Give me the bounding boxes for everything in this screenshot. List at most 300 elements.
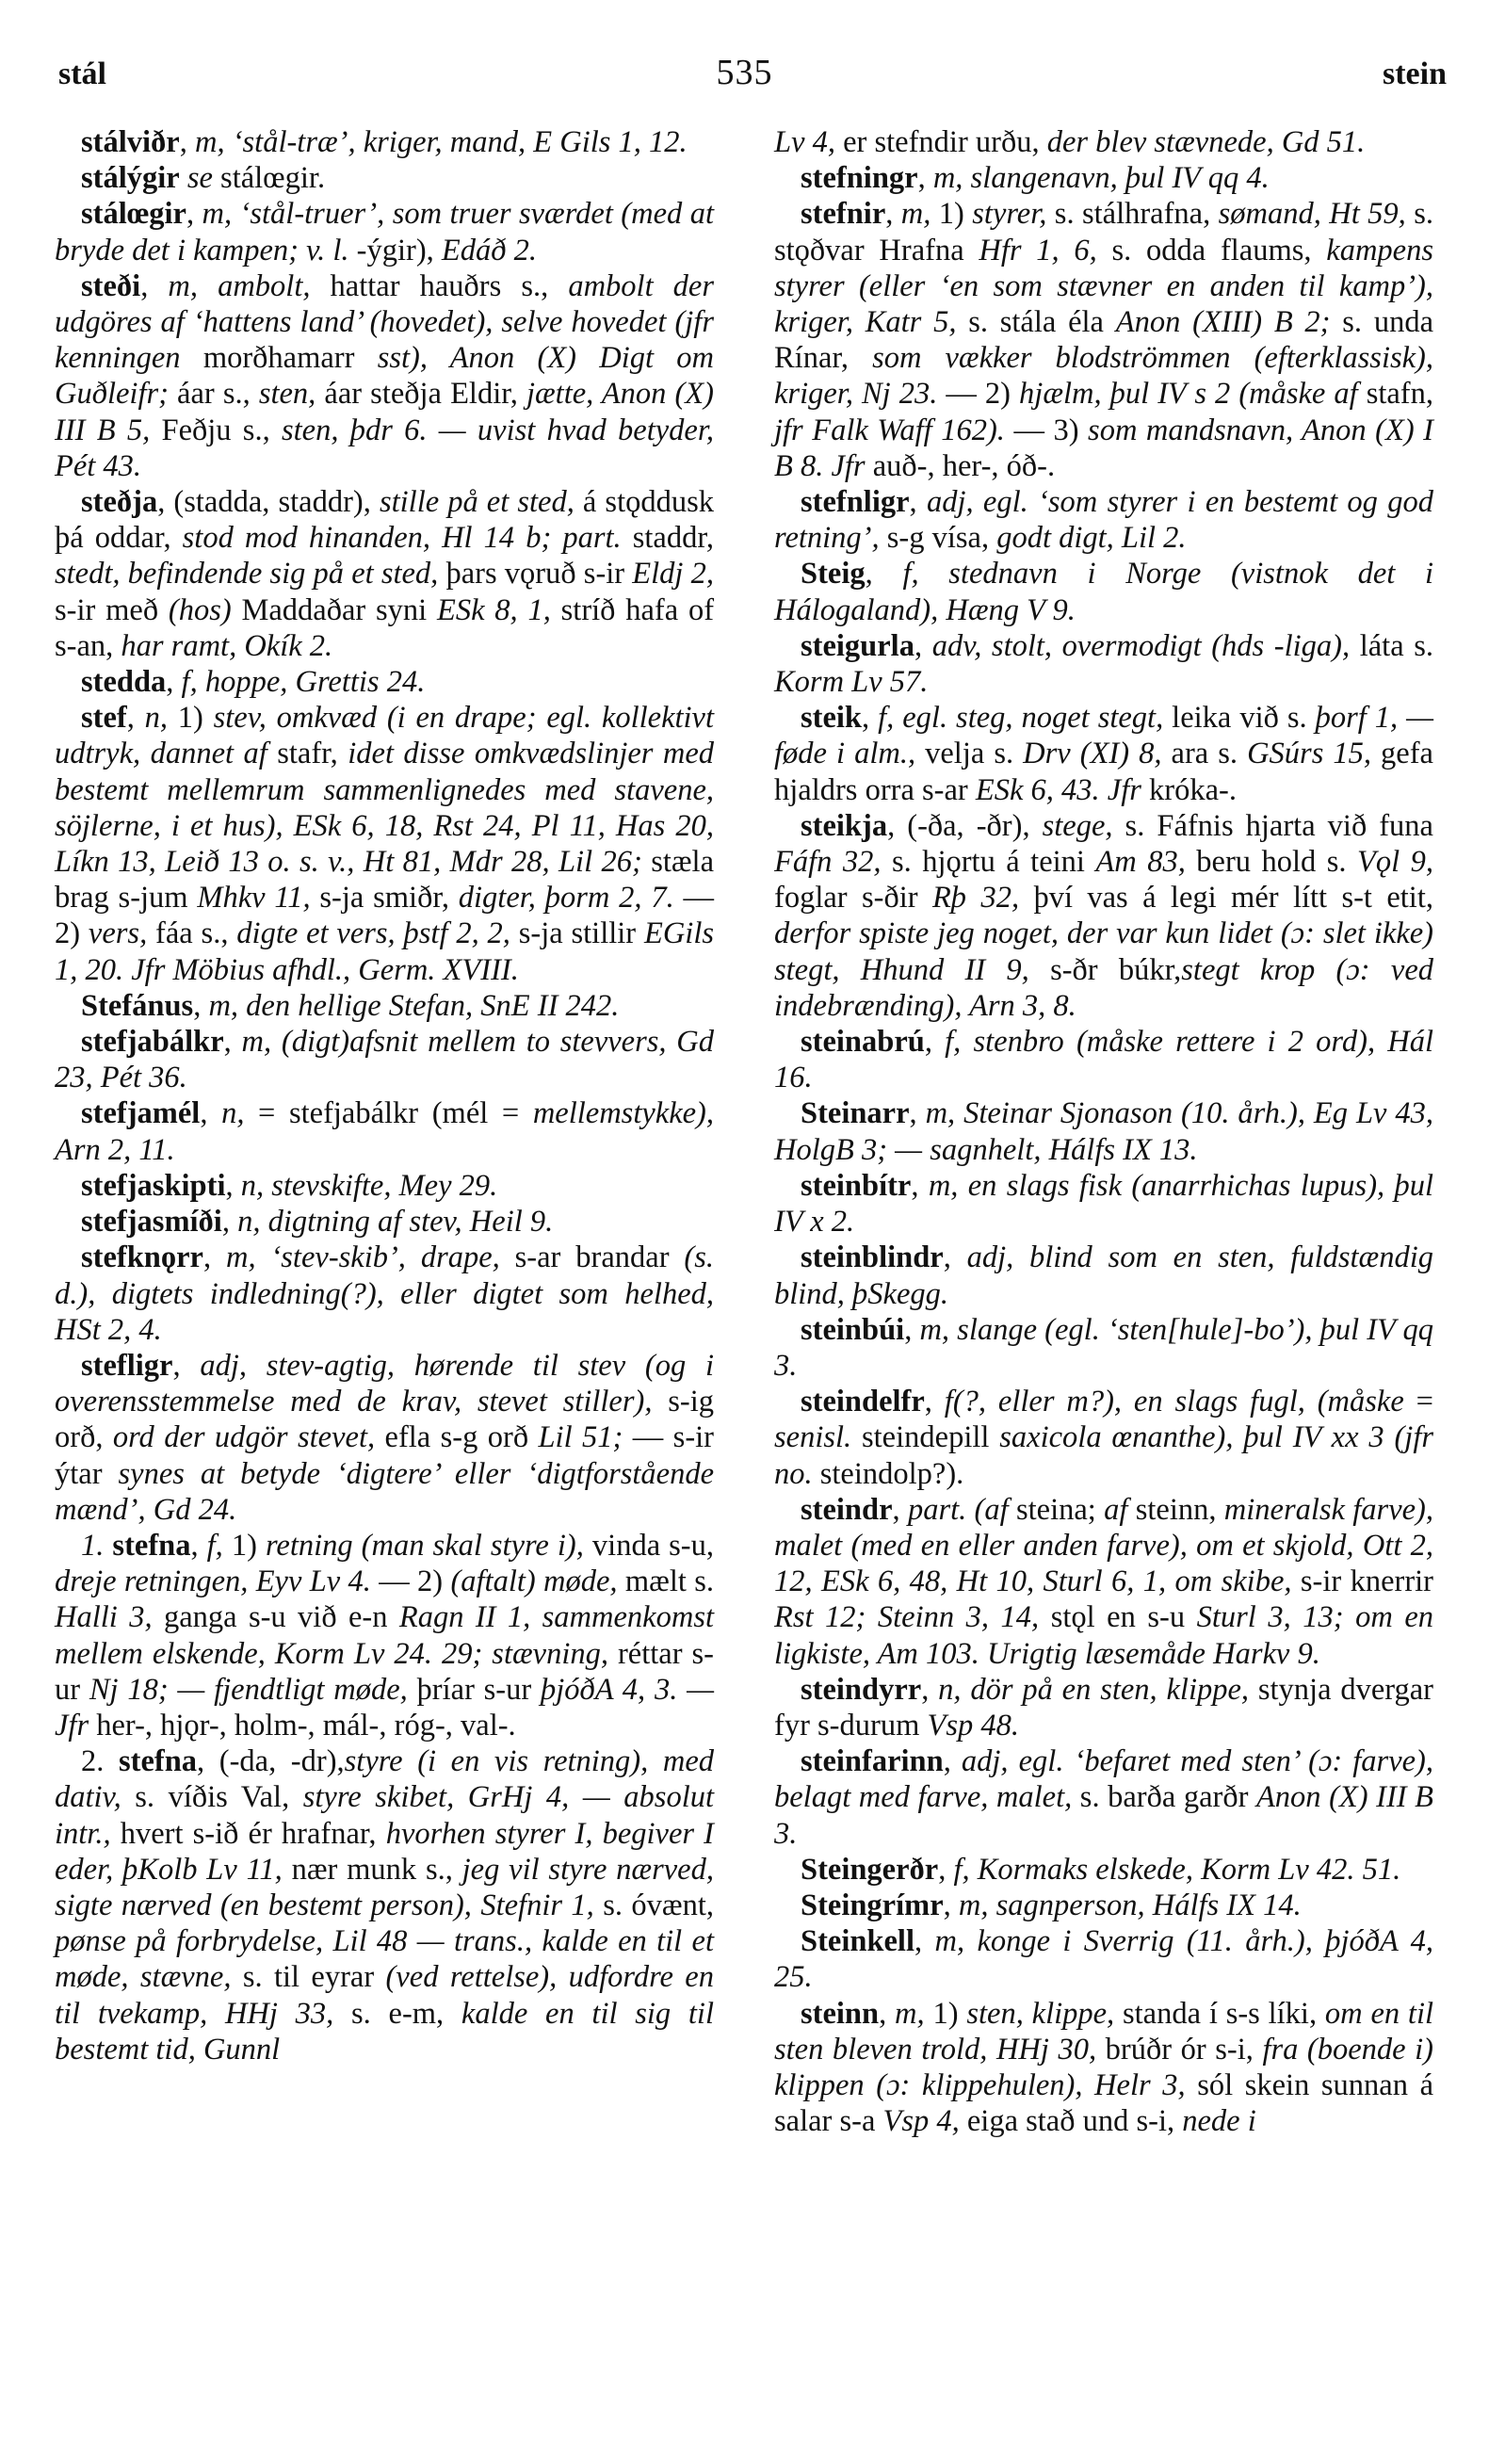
definition-text: adj, stev-agtig, hørende til stev (og i overensstemmelse med de krav, stevet stiller), — [55, 1348, 715, 1419]
entry-text: , — [938, 1852, 954, 1887]
definition-text: stegt krop (ɔ: ved indebrænding), Arn 3, 8. — [774, 952, 1433, 1023]
dictionary-entry — [774, 1312, 1433, 1384]
definition-text: hjælm, þul IV s 2 (måske af — [1019, 377, 1358, 412]
page-header — [58, 52, 1447, 99]
headword: steinbúi — [801, 1312, 905, 1347]
definition-text: n, — [221, 1096, 245, 1131]
entry-text: — 2) — [55, 881, 715, 951]
definition-text: 1. — [81, 1528, 113, 1563]
definition-text: n, digtning af stev, Heil 9. — [237, 1205, 554, 1240]
entry-text: , — [223, 1025, 242, 1060]
entry-text: — s-ir ýtar — [55, 1420, 714, 1491]
dictionary-entry — [55, 1168, 714, 1204]
definition-text: Lil 51; — [538, 1420, 623, 1455]
entry-text: s. víðis Val, — [121, 1780, 303, 1815]
dictionary-entry — [55, 1348, 714, 1528]
entry-text: Feðju s., — [150, 413, 282, 447]
entry-text: = — [1403, 1385, 1433, 1419]
definition-text: saxicola œnanthe), þul IV xx 3 (jfr no. — [774, 1420, 1433, 1491]
definition-text: m, ambolt, — [168, 268, 311, 303]
definition-text: m, en slags fisk (anarrhichas lupus), þul IV x 2. — [774, 1168, 1434, 1240]
definition-text: dreje retningen, Eyv Lv 4. — [55, 1564, 371, 1599]
entry-text: s. unda Rínar, — [774, 305, 1433, 376]
definition-text: Lv 4, — [774, 125, 835, 159]
headword: stálœgir — [81, 197, 186, 232]
entry-text: steinn, — [1127, 1492, 1224, 1527]
definition-text: m, den hellige Stefan, SnE II 242. — [208, 988, 620, 1023]
headword: Stefánus — [81, 988, 194, 1023]
dictionary-entry — [774, 1996, 1433, 2140]
dictionary-entry — [774, 1095, 1433, 1167]
entry-text: þars vǫruð s-ir — [438, 557, 633, 592]
headword: Steinkell — [801, 1924, 914, 1959]
entry-text: sól skein sunnan á salar s-a — [774, 2067, 1433, 2139]
definition-text: Anon (X) III B 3. — [774, 1780, 1433, 1851]
entry-text: , — [924, 1385, 945, 1419]
entry-text: , (-da, -dr), — [197, 1744, 345, 1779]
definition-text: sten, þdr 6. — uvist hvad betyder, Pét 43. — [55, 413, 714, 483]
entry-text — [180, 161, 187, 195]
dictionary-entry — [55, 1204, 714, 1240]
entry-text: steindepill — [851, 1420, 1000, 1455]
entry-text: , — [225, 1168, 241, 1203]
definition-text: sst), Anon (X) Digt om Guðleifr; — [55, 341, 714, 412]
entry-text: hattar hauðrs s., — [310, 268, 569, 303]
definition-text: fra (boende i) klippen (ɔ: klippehulen), Helr 3, — [774, 2032, 1434, 2102]
headword: stefnir — [801, 197, 886, 232]
dictionary-entry — [774, 556, 1433, 627]
dictionary-entry — [774, 1384, 1433, 1492]
headword: stefnligr — [801, 485, 910, 520]
definition-text: (aftalt) møde, — [450, 1564, 618, 1599]
definition-text: ESk 6, 43. Jfr — [975, 772, 1141, 807]
definition-text: digte et vers, þstf 2, 2, — [236, 916, 510, 951]
definition-text: EGils 1, 20. Jfr Möbius afhdl., Germ. XVIII. — [55, 916, 714, 987]
headword: steinblindr — [801, 1240, 944, 1275]
dictionary-entry — [55, 700, 714, 988]
headword: stefknǫrr — [81, 1240, 203, 1275]
entry-text: s-ja stillir — [510, 916, 644, 951]
dictionary-entry — [55, 268, 714, 484]
entry-text: mælt s. — [617, 1564, 714, 1599]
entry-text: , — [892, 1492, 908, 1527]
definition-text: Mhkv 11, — [197, 881, 311, 916]
entry-text: , — [202, 1240, 226, 1275]
entry-text: á stǫddusk þá oddar, — [55, 485, 714, 556]
entry-text: velja s. — [915, 737, 1024, 771]
entry-text: , (-ða, -ðr), — [887, 808, 1043, 843]
dictionary-entry — [55, 160, 714, 196]
dictionary-entry — [55, 1743, 714, 2067]
entry-text: s-ar brandar — [499, 1240, 685, 1275]
headword: Steingrímr — [801, 1888, 944, 1922]
headword: steinabrú — [801, 1025, 925, 1060]
entry-text: foglar s-ðir — [774, 881, 932, 916]
entry-text: , — [186, 197, 202, 232]
entry-text: = stefjabálkr (mél = — [244, 1096, 533, 1131]
entry-text: s. stǫðvar Hrafna — [774, 197, 1433, 267]
definition-text: adj, egl. ‘befaret med sten’ (ɔ: farve), belagt med farve, malet, — [774, 1744, 1434, 1815]
definition-text: Drv (XI) 8, — [1023, 737, 1162, 771]
definition-text: Vǫl 9, — [1357, 845, 1433, 880]
headword: stálviðr — [81, 125, 180, 159]
definition-text: m, sagnperson, Hálfs IX 14. — [958, 1888, 1302, 1922]
entry-text: , — [914, 1924, 935, 1959]
headword: stedda — [81, 665, 167, 700]
definition-text: adj, egl. ‘som styrer i en bestemt og god retning’, — [774, 485, 1433, 556]
entry-text: , — [190, 1528, 207, 1563]
entry-text: s-ir knerrir — [1291, 1564, 1434, 1599]
entry-text: beru hold s. — [1185, 845, 1358, 880]
entry-text: s-ðr búkr, — [1028, 952, 1182, 987]
dictionary-entry — [774, 1743, 1433, 1852]
entry-text: , — [221, 1205, 238, 1240]
definition-text: jeg vil styre nærved, sigte nærved (en bestemt person), Stefnir 1, — [55, 1852, 714, 1922]
headword: steigurla — [801, 628, 914, 663]
definition-text: jætte, Anon (X) III B 5, — [55, 377, 714, 447]
entry-text: , — [943, 1888, 959, 1922]
definition-text: (s. d.), digtets indledning(?), eller digtet som helhed, HSt 2, 4. — [55, 1240, 715, 1347]
entry-text: auð-, her-, óð-. — [865, 448, 1056, 483]
headword: steinn — [801, 1996, 880, 2031]
definition-text: adv, stolt, overmodigt (hds -liga), — [931, 628, 1351, 663]
definition-text: Am 83, — [1095, 845, 1186, 880]
entry-text: , — [126, 701, 145, 736]
definition-text: m, konge i Sverrig (11. årh.), þjóðA 4, 25. — [774, 1924, 1433, 1995]
definition-text: ambolt der udgöres af ‘hattens land’ (hovedet), selve hovedet (jfr kenningen — [55, 268, 714, 376]
dictionary-entry — [774, 1672, 1433, 1743]
entry-text: morðhamarr — [180, 341, 378, 376]
header-right-guideword: stein — [1383, 57, 1447, 91]
dictionary-entry — [774, 196, 1433, 484]
entry-text: s. stála éla — [956, 305, 1116, 340]
entry-text: ganga s-u við e-n — [152, 1600, 399, 1635]
definition-text: f, Kormaks elskede, Korm Lv 42. 51. — [953, 1852, 1401, 1887]
header-left-guideword: stál — [58, 57, 106, 91]
definition-text: n, stevskifte, Mey 29. — [240, 1168, 498, 1203]
dictionary-entry — [774, 1492, 1433, 1672]
entry-text: nær munk s., — [282, 1852, 462, 1887]
definition-text: idet disse omkvædslinjer med bestemt mellemrum sammenlignedes med stavene, söjlerne, i et hus), ESk 6, 18, Rst 24, Pl 11, Has 20, Líkn 13, Leið 13 o. s. v., Ht 81, Mdr 28, Lil 26; — [55, 737, 715, 880]
dictionary-entry — [55, 484, 714, 664]
definition-text: ESk 8, 1, — [436, 592, 551, 627]
dictionary-entry — [55, 988, 714, 1024]
definition-text: Sturl 3, 13; om en ligkiste, Am 103. Urigtig læsemåde Harkv 9. — [774, 1600, 1433, 1671]
definition-text: Anon (XIII) B 2; — [1115, 305, 1331, 340]
definition-text: derfor spiste jeg noget, der var kun lidet (ɔ: slet ikke) stegt, Hhund II 9, — [774, 916, 1433, 987]
definition-text: m, ‘stål-truer’, som truer sværdet (med at bryde det i kampen; v. l. — [55, 197, 714, 267]
entry-text: áar s., — [168, 377, 259, 412]
definition-text: ord der udgör stevet, — [112, 1420, 376, 1455]
entry-text: fáa s., — [147, 916, 237, 951]
definition-text: kalde en til sig til bestemt tid, Gunnl — [55, 1996, 714, 2067]
headword: stefjabálkr — [81, 1025, 224, 1060]
definition-text: Eldj 2, — [632, 557, 715, 592]
entry-text: s. til eyrar — [231, 1960, 386, 1995]
definition-text: Rst 12; Steinn 3, 14, — [774, 1600, 1040, 1635]
entry-text: , — [166, 665, 182, 700]
dictionary-entry — [774, 1240, 1433, 1311]
definition-text: m, Steinar Sjonason (10. årh.), Eg Lv 43, HolgB 3; — sagnhelt, Hálfs IX 13. — [774, 1096, 1433, 1167]
dictionary-entry — [774, 1024, 1433, 1095]
entry-text: , — [904, 1312, 920, 1347]
entry-text: steindolp?). — [812, 1456, 964, 1491]
headword: stefna — [112, 1528, 191, 1563]
dictionary-entry — [774, 628, 1433, 700]
entry-text: 1) — [924, 1996, 967, 2031]
definition-text: styrer, — [972, 197, 1047, 232]
entry-text: hvert s-ið ér hrafnar, — [110, 1816, 386, 1851]
entry-text: Maddaðar syni — [231, 592, 437, 627]
entry-text: , — [140, 268, 169, 303]
definition-text: godt digt, Lil 2. — [996, 521, 1187, 556]
definition-text: sten, klippe, — [966, 1996, 1115, 2031]
left-column — [55, 124, 714, 2067]
entry-text: brúðr ór s-i, — [1096, 2032, 1263, 2067]
entry-text: s. e-m, — [333, 1996, 461, 2031]
entry-text: her-, hjǫr-, holm-, mál-, róg-, val-. — [89, 1708, 516, 1743]
entry-text: stálœgir. — [212, 161, 326, 196]
entry-text: s-ir með — [55, 592, 169, 627]
headword: steindr — [801, 1492, 893, 1527]
definition-text: mineralsk farve), malet (med en eller anden farve), om et skjold, Ott 2, 12, ESk 6, 48, Ht 10, Sturl 6, 1, om skibe, — [774, 1492, 1434, 1599]
definition-text: retning (man skal styre i), — [265, 1528, 584, 1563]
entry-text: eiga stað und s-i, — [959, 2104, 1183, 2139]
headword: steindyrr — [801, 1672, 922, 1707]
entry-text: , — [200, 1096, 222, 1131]
definition-text: digter, þorm 2, 7. — [458, 881, 674, 916]
definition-text: f, egl. steg, noget stegt, — [878, 701, 1164, 736]
definition-text: f, stednavn i Norge (vistnok det i Hálogaland), Hæng V 9. — [774, 557, 1433, 627]
entry-text: — 3) — [1004, 413, 1089, 447]
definition-text: Korm Lv 57. — [774, 665, 929, 700]
entry-text: standa í s-s líki, — [1114, 1996, 1325, 2031]
right-column — [774, 124, 1433, 2139]
definition-text: vers, — [88, 916, 148, 951]
headword: Steinarr — [801, 1096, 910, 1131]
headword: stef — [81, 701, 127, 736]
entry-text: , — [909, 1096, 926, 1131]
definition-text: stege, — [1042, 808, 1113, 843]
entry-text: , — [924, 1025, 946, 1060]
entry-text: , — [943, 1744, 962, 1779]
entry-text: 1) — [931, 197, 973, 232]
dictionary-entry — [774, 1168, 1433, 1240]
headword: steindelfr — [801, 1385, 925, 1419]
entry-text: s. barða garðr — [1072, 1780, 1256, 1815]
entry-text: s-g vísa, — [879, 521, 997, 556]
entry-text: — 2) — [370, 1564, 451, 1599]
definition-text: sømand, Ht 59, — [1218, 197, 1406, 232]
dictionary-entry — [774, 1852, 1433, 1888]
dictionary-entry — [774, 1923, 1433, 1995]
entry-text: því vas á legi mér lítt s-t etit, — [1019, 881, 1433, 916]
dictionary-entry — [774, 484, 1433, 556]
definition-text: styre (i en vis retning), med dativ, — [55, 1744, 714, 1815]
headword: stálýgir — [81, 161, 180, 196]
entry-text: , — [921, 1672, 939, 1707]
headword: steði — [81, 268, 141, 303]
entry-text: s-ja smiðr, — [310, 881, 459, 916]
entry-text: , — [911, 1168, 929, 1203]
definition-text: Fáfn 32, — [774, 845, 882, 880]
entry-text: , (stadda, staddr), — [157, 485, 380, 520]
definition-text: pønse på forbrydelse, Lil 48 — trans., kalde en til et møde, stævne, — [55, 1924, 714, 1995]
dictionary-entry — [55, 124, 714, 160]
entry-text: — 2) — [937, 377, 1020, 412]
entry-text: stynja dvergar fyr s-durum — [774, 1672, 1434, 1743]
definition-text: hvorhen styrer I, begiver I eder, þKolb Lv 11, — [55, 1816, 714, 1887]
definition-text: n, — [144, 701, 168, 736]
entry-text: , — [909, 485, 927, 520]
page-number: 535 — [716, 53, 773, 92]
definition-text: om en til sten bleven trold, HHj 30, — [774, 1996, 1434, 2067]
dictionary-entry — [55, 1528, 714, 1743]
definition-text: m, slange (egl. ‘sten[hule]-bo’), þul IV qq 3. — [774, 1312, 1433, 1383]
entry-text: , — [917, 161, 933, 196]
entry-text: s. óvænt, — [593, 1888, 714, 1922]
dictionary-entry — [55, 1095, 714, 1167]
definition-text: m, ‘stev-skib’, drape, — [225, 1240, 500, 1275]
entry-text: , — [885, 197, 901, 232]
definition-text: som vækker blodströmmen (efterklassisk), kriger, Nj 23. — [774, 341, 1434, 412]
entry-text: efla s-g orð — [375, 1420, 539, 1455]
definition-text: Nj 18; — fjendtligt møde, — [89, 1672, 408, 1707]
headword: steðja — [81, 485, 158, 520]
entry-text: réttar s-ur — [55, 1636, 714, 1707]
entry-text: stæla brag s-jum — [55, 845, 714, 916]
entry-text: þríar s-ur — [407, 1672, 541, 1707]
dictionary-entry — [55, 664, 714, 700]
definition-text: der blev stævnede, Gd 51. — [1046, 125, 1366, 159]
definition-text: af — [1104, 1492, 1128, 1527]
definition-text: m, (digt)afsnit mellem to stevvers, Gd 23, Pét 36. — [55, 1025, 715, 1095]
headword: Steig — [801, 557, 866, 592]
entry-text: 1) — [167, 701, 214, 736]
definition-text: m, — [895, 1996, 925, 2031]
definition-text: kampens styrer (eller ‘en som stævner en anden til kamp’), kriger, Katr 5, — [774, 233, 1433, 340]
dictionary-entry — [55, 1024, 714, 1095]
definition-text: styre skibet, GrHj 4, — absolut intr., — [55, 1780, 715, 1851]
definition-text: Edáð 2. — [441, 233, 538, 267]
dictionary-entry — [55, 196, 714, 267]
definition-text: m, slangenavn, þul IV qq 4. — [932, 161, 1270, 196]
entry-text: , — [879, 1996, 896, 2031]
entry-text: 1) — [222, 1528, 266, 1563]
dictionary-entry — [774, 124, 1433, 160]
entry-text: 2. — [81, 1744, 119, 1779]
definition-text: som mandsnavn, Anon (X) I B 8. Jfr — [774, 413, 1433, 483]
headword: stefjaskipti — [81, 1168, 226, 1203]
headword: steinbítr — [801, 1168, 912, 1203]
dictionary-entry — [774, 1888, 1433, 1923]
entry-text: , — [172, 1348, 201, 1383]
definition-text: stedt, befindende sig på et sted, — [55, 557, 439, 592]
definition-text: n, dör på en sten, klippe, — [938, 1672, 1250, 1707]
entry-text: s. stálhrafna, — [1046, 197, 1219, 232]
definition-text: part. (af — [907, 1492, 1009, 1527]
entry-text: , — [943, 1240, 967, 1275]
definition-text: f, hoppe, Grettis 24. — [181, 665, 426, 700]
entry-text: króka-. — [1141, 772, 1237, 807]
entry-text: s. hjǫrtu á teini — [881, 845, 1096, 880]
definition-text: (hos) — [168, 592, 232, 627]
definition-text: sten, — [258, 377, 316, 412]
dictionary-entry — [774, 808, 1433, 1024]
definition-text: Vsp 4, — [882, 2104, 960, 2139]
dictionary-entry — [55, 1240, 714, 1348]
definition-text: se — [186, 161, 213, 196]
definition-text: mellemstykke), Arn 2, 11. — [55, 1096, 715, 1167]
definition-text: f, — [206, 1528, 223, 1563]
definition-text: stev, omkvæd (i en drape; egl. kollektivt udtryk, dannet af — [55, 701, 715, 771]
entry-text: stafr, — [267, 737, 348, 771]
entry-text: , — [862, 701, 879, 736]
definition-text: f, stenbro (måske rettere i 2 ord), Hál 16. — [774, 1025, 1433, 1095]
entry-text: , — [914, 628, 932, 663]
headword: steik — [801, 701, 862, 736]
definition-text: Hfr 1, 6, — [979, 233, 1097, 267]
dictionary-entry — [774, 700, 1433, 808]
headword: stefna — [118, 1744, 198, 1779]
dictionary-entry — [774, 160, 1433, 196]
entry-text: -ýgir), — [348, 233, 442, 267]
entry-text: , — [179, 125, 195, 159]
entry-text: s-ig orð, — [55, 1385, 714, 1455]
definition-text: stille på et sted, — [379, 485, 574, 520]
definition-text: m, ‘stål-træ’, kriger, mand, E Gils 1, 12. — [194, 125, 688, 159]
entry-text: stafn, — [1357, 377, 1434, 412]
entry-text: stríð hafa of s-an, — [55, 592, 715, 663]
definition-text: m, — [900, 197, 931, 232]
entry-text: steina; — [1008, 1492, 1105, 1527]
definition-text: Rþ 32, — [931, 881, 1020, 916]
headword: steinfarinn — [801, 1744, 944, 1779]
definition-text: þjóðA 4, 3. — Jfr — [55, 1672, 714, 1743]
definition-text: Vsp 48. — [927, 1708, 1019, 1743]
definition-text: þorf 1, — føde i alm., — [774, 701, 1434, 771]
headword: Steingerðr — [801, 1852, 939, 1887]
entry-text: s. Fáfnis hjarta við funa — [1112, 808, 1433, 843]
entry-text: gefa hjaldrs orra s-ar — [774, 737, 1433, 807]
entry-text: leika við s. — [1163, 701, 1316, 736]
headword: stefningr — [801, 161, 918, 196]
definition-text: nede i — [1182, 2104, 1256, 2139]
entry-text: , — [865, 557, 903, 592]
definition-text: synes at betyde ‘digtere’ eller ‘digtforstående mænd’, Gd 24. — [55, 1456, 714, 1527]
definition-text: (ved rettelse), udfordre en til tvekamp, HHj 33, — [55, 1960, 714, 2031]
definition-text: senisl. — [774, 1420, 852, 1455]
entry-text: , — [193, 988, 209, 1023]
definition-text: GSúrs 15, — [1247, 737, 1372, 771]
definition-text: jfr Falk Waff 162). — [774, 413, 1005, 447]
entry-text: er stefndir urðu, — [835, 125, 1047, 159]
entry-text: vinda s-u, — [583, 1528, 715, 1563]
entry-text: staddr, — [621, 521, 714, 556]
headword: steikja — [801, 808, 888, 843]
entry-text: áar steðja Eldir, — [316, 377, 526, 412]
definition-text: stod mod hinanden, Hl 14 b; part. — [182, 521, 622, 556]
entry-text: stǫl en s-u — [1039, 1600, 1197, 1635]
definition-text: Halli 3, — [55, 1600, 153, 1635]
definition-text: adj, blind som en sten, fuldstændig blind, þSkegg. — [774, 1240, 1433, 1311]
definition-text: f(?, eller m?), en slags fugl, (måske — [944, 1385, 1404, 1419]
entry-text: láta s. — [1350, 628, 1434, 663]
headword: stefjamél — [81, 1096, 201, 1131]
entry-text: ara s. — [1161, 737, 1248, 771]
definition-text: har ramt, Okík 2. — [121, 628, 333, 663]
headword: stefligr — [81, 1348, 173, 1383]
